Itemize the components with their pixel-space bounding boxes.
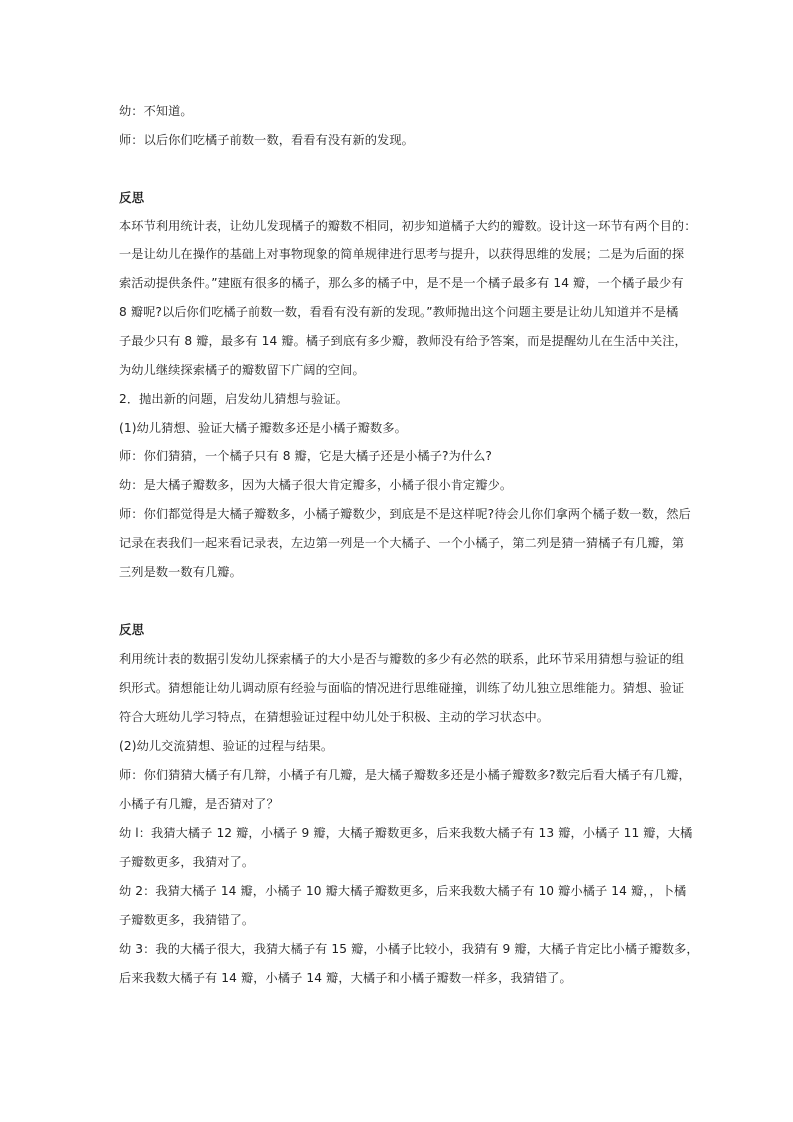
dialogue-teacher-line: 小橘子有几瓣，是否猜对了？	[119, 797, 279, 811]
dialogue-child-line: 后来我数大橘子有 14 瓣，小橘子 14 瓣，大橘子和小橘子瓣数一样多，我猜错了。	[119, 971, 572, 985]
reflection-paragraph-line: 本环节利用统计表，让幼儿发现橘子的瓣数不相同，初步知道橘子大约的瓣数。设计这一环节有两个目的：	[119, 219, 697, 233]
dialogue-child-line: 幼 l：我猜大橘子 12 瓣，小橘子 9 瓣，大橘子瓣数更多，后来我数大橘子有 13 瓣，小橘子 11 瓣，大橘	[119, 826, 693, 840]
dialogue-teacher-line: 记录在表我们一起来看记录表，左边第一列是一个大橘子、一个小橘子，第二列是猜一猜橘子有几瓣，第	[119, 536, 685, 550]
dialogue-child-line: 幼：是大橘子瓣数多，因为大橘子很大肯定瓣多，小橘子很小肯定瓣少。	[119, 478, 513, 492]
dialogue-teacher-line: 师：你们都觉得是大橘子瓣数多，小橘子瓣数少，到底是不是这样呢?待会儿你们拿两个橘子数一数，然后	[119, 507, 691, 521]
substep-title: (2)幼儿交流猜想、验证的过程与结果。	[119, 739, 334, 753]
dialogue-teacher-line: 师：你们猜猜大橘子有几辩，小橘子有几瓣，是大橘子瓣数多还是小橘子瓣数多?数完后看大橘子有几瓣，	[119, 768, 691, 782]
dialogue-child-line: 子瓣数更多，我猜对了。	[119, 855, 255, 869]
dialogue-child-line: 幼 3：我的大橘子很大，我猜大橘子有 15 瓣，小橘子比较小，我猜有 9 瓣，大橘子肯定比小橘子瓣数多，	[119, 942, 699, 956]
reflection-paragraph-line: 8 瓣呢?以后你们吃橘子前数一数，看看有没有新的发现。”教师抛出这个问题主要是让幼儿知道并不是橘	[119, 305, 679, 319]
dialogue-child-line: 幼 2：我猜大橘子 14 瓣，小橘子 10 瓣大橘子瓣数更多，后来我数大橘子有 10 瓣小橘子 14 瓣，，卜橘	[119, 884, 687, 898]
dialogue-teacher-line: 师：你们猜猜，一个橘子只有 8 瓣，它是大橘子还是小橘子?为什么?	[119, 449, 492, 463]
dialogue-teacher-line: 师：以后你们吃橘子前数一数，看看有没有新的发现。	[119, 133, 414, 147]
step-title: 2．抛出新的问题，启发幼儿猜想与验证。	[119, 392, 349, 406]
reflection-paragraph-line: 一是让幼儿在操作的基础上对事物现象的简单规律进行思考与提升，以获得思维的发展；二是为后面的探	[119, 247, 685, 261]
reflection-paragraph-line: 织形式。猜想能让幼儿调动原有经验与面临的情况进行思维碰撞，训练了幼儿独立思维能力。猜想、验证	[119, 681, 685, 695]
reflection-paragraph-line: 索活动提供条件。”建瓯有很多的橘子，那么多的橘子中，是不是一个橘子最多有 14 瓣，一个橘子最少有	[119, 276, 684, 290]
dialogue-child-line: 幼：不知道。	[119, 104, 193, 118]
dialogue-child-line: 子瓣数更多，我猜错了。	[119, 913, 255, 927]
section-heading-reflection: 反思	[119, 190, 145, 205]
dialogue-teacher-line: 三列是数一数有几瓣。	[119, 565, 242, 579]
reflection-paragraph-line: 为幼儿继续探索橘子的瓣数留下广阔的空间。	[119, 363, 365, 377]
reflection-paragraph-line: 子最少只有 8 瓣，最多有 14 瓣。橘子到底有多少瓣，教师没有给予答案，而是提醒幼儿在生活中关注，	[119, 334, 687, 348]
substep-title: (1)幼儿猜想、验证大橘子瓣数多还是小橘子瓣数多。	[119, 421, 407, 435]
reflection-paragraph-line: 符合大班幼儿学习特点，在猜想验证过程中幼儿处于积极、主动的学习状态中。	[119, 710, 550, 724]
section-heading-reflection: 反思	[119, 622, 145, 637]
reflection-paragraph-line: 利用统计表的数据引发幼儿探索橘子的大小是否与瓣数的多少有必然的联系，此环节采用猜想与验证的组	[119, 652, 685, 666]
